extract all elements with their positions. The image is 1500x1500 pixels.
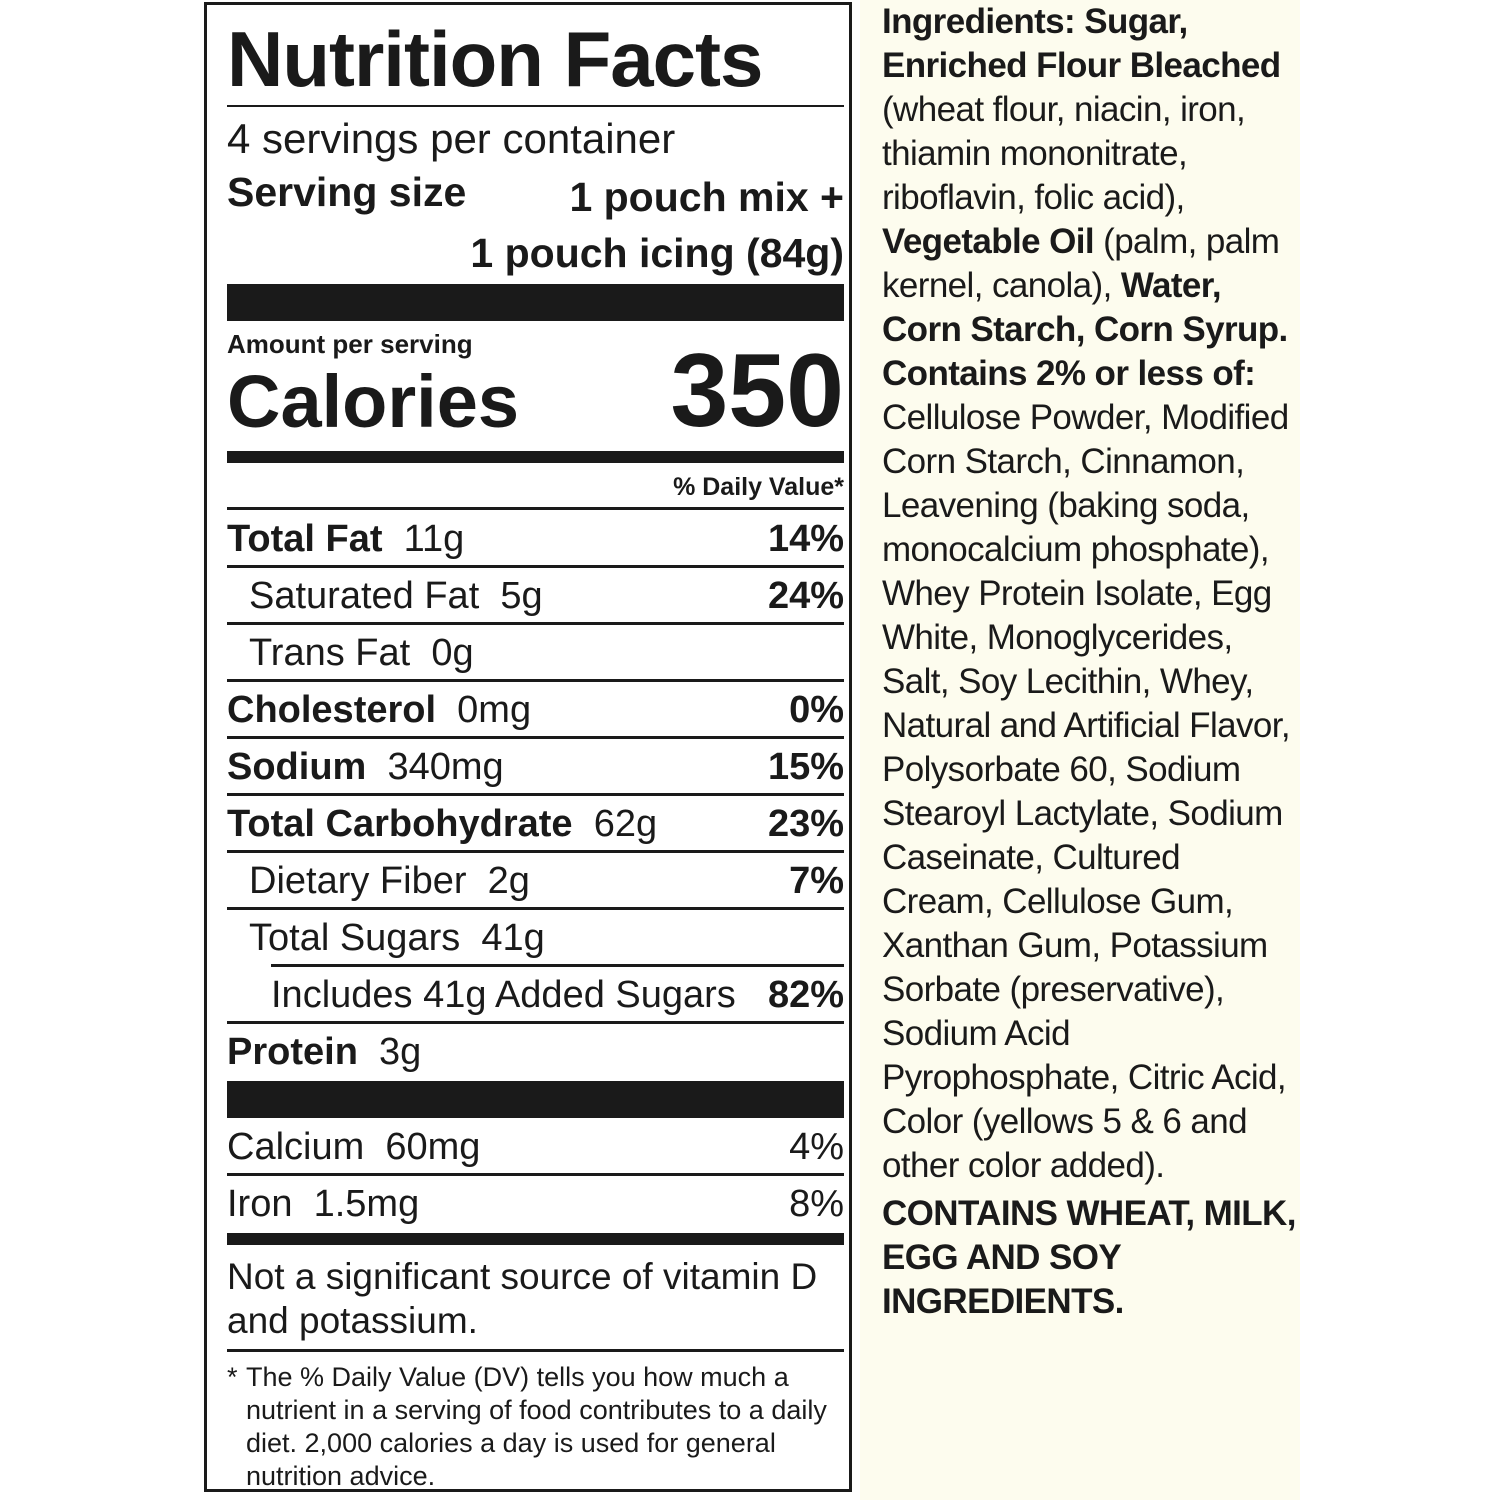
nutrient-amount: 0mg — [457, 689, 532, 731]
mineral-row-iron — [227, 1182, 844, 1226]
amount-per-serving: Amount per serving — [227, 329, 473, 359]
nutrient-name: Total Carbohydrate — [227, 803, 573, 845]
calories-label: Calories — [227, 360, 520, 443]
nutrient-name: Includes 41g Added Sugars — [271, 974, 736, 1016]
nutrient-amount: 340mg — [387, 746, 504, 788]
mineral-row-calcium — [227, 1125, 844, 1169]
nutrient-row-trans-fat — [227, 631, 844, 675]
footnote-text: The % Daily Value (DV) tells you how much a nutrient in a serving of food contributes to a daily diet. 2,000 calories a day is used for general nutrition advice. — [246, 1362, 827, 1491]
divider — [227, 679, 844, 682]
divider — [227, 907, 844, 910]
ingredients-text-3: Cellulose Powder, Modified Corn Starch, Cinnamon, Leavening (baking soda, monocalcium phosphate), Whey Protein Isolate, Egg White, Monoglycerides, Salt, Soy Lecithin, Whey, Natural and Artificial Flavor, Polysorbate 60, Sodium Stearoyl Lactylate, Sodium Caseinate, Cultured Cream, Cellulose Gum, Xanthan Gum, Potassium Sorbate (preservative), Sodium Acid Pyrophosphate, Citric Acid, Color (yellows 5 & 6 and other color added). — [882, 398, 1291, 1185]
thick-rule — [227, 1233, 844, 1245]
ingredients-bold-2: Vegetable Oil — [882, 222, 1095, 261]
nutrient-amount: 41g — [481, 917, 545, 959]
nutrient-name: Dietary Fiber — [249, 860, 467, 902]
ingredients-statement — [882, 0, 1300, 1324]
daily-value-footnote — [227, 1361, 827, 1493]
mineral-name: Calcium — [227, 1126, 365, 1168]
nutrient-dv: 0% — [789, 689, 844, 731]
nutrient-amount: 5g — [500, 575, 543, 617]
thick-bar — [227, 284, 844, 321]
nutrient-name: Trans Fat — [249, 632, 411, 674]
divider — [227, 736, 844, 739]
ingredients-list — [882, 0, 1300, 1188]
serving-size-value — [424, 169, 844, 281]
nutrient-name: Total Fat — [227, 518, 383, 560]
servings-per-container: 4 servings per container — [227, 115, 676, 162]
ingredients-bold-1: Sugar, Enriched Flour Bleached — [882, 2, 1281, 85]
thick-rule — [227, 451, 844, 463]
footnote-asterisk: * — [227, 1362, 238, 1392]
serving-size-line-2: 1 pouch icing (84g) — [470, 230, 844, 276]
divider — [227, 1021, 844, 1024]
divider — [227, 565, 844, 568]
nutrient-dv: 15% — [767, 746, 844, 788]
thick-bar — [227, 1081, 844, 1118]
mineral-name: Iron — [227, 1183, 293, 1225]
nutrient-row-protein — [227, 1030, 844, 1074]
mineral-dv: 8% — [789, 1183, 844, 1225]
nutrient-amount: 11g — [403, 518, 465, 560]
divider — [227, 507, 844, 510]
nutrient-row-total-carbohydrate — [227, 802, 844, 846]
nutrient-name: Saturated Fat — [249, 575, 480, 617]
nutrient-name: Sodium — [227, 746, 367, 788]
calories-value: 350 — [670, 333, 844, 449]
divider — [227, 850, 844, 853]
divider — [227, 1173, 844, 1176]
nutrient-amount: 0g — [431, 632, 474, 674]
divider — [227, 105, 844, 107]
ingredients-text-2: (palm, palm kernel, canola), — [882, 222, 1280, 305]
nutrient-dv: 14% — [767, 518, 844, 560]
daily-value-header: % Daily Value* — [673, 473, 844, 501]
nutrient-dv: 23% — [767, 803, 844, 845]
nutrient-amount: 2g — [487, 860, 530, 902]
nutrient-name: Cholesterol — [227, 689, 437, 731]
ingredients-label: Ingredients: — [882, 2, 1076, 41]
allergen-statement: CONTAINS WHEAT, MILK, EGG AND SOY INGREDIENTS. — [882, 1194, 1296, 1321]
nutrient-dv: 82% — [767, 974, 844, 1016]
nutrient-name: Protein — [227, 1031, 358, 1073]
nutrient-row-added-sugars — [227, 973, 844, 1017]
divider — [227, 622, 844, 625]
ingredients-bold-3: Water, Corn Starch, Corn Syrup. Contains 2% or less of: — [882, 266, 1288, 393]
mineral-amount: 1.5mg — [313, 1183, 420, 1225]
nutrient-row-saturated-fat — [227, 574, 844, 618]
mineral-amount: 60mg — [385, 1126, 481, 1168]
nutrient-row-dietary-fiber — [227, 859, 844, 903]
nutrient-dv: 24% — [767, 575, 844, 617]
not-significant-note: Not a significant source of vitamin D and potassium. — [227, 1256, 818, 1341]
ingredients-text-1: (wheat flour, niacin, iron, thiamin mononitrate, riboflavin, folic acid), — [882, 90, 1246, 217]
nutrient-row-sodium — [227, 745, 844, 789]
nutrient-row-total-sugars — [227, 916, 844, 960]
nutrient-row-cholesterol — [227, 688, 844, 732]
mineral-dv: 4% — [789, 1126, 844, 1168]
nutrition-facts-title: Nutrition Facts — [227, 15, 763, 103]
nutrient-name: Total Sugars — [249, 917, 461, 959]
nutrient-dv: 7% — [789, 860, 844, 902]
nutrient-amount: 3g — [379, 1031, 422, 1073]
divider — [227, 1349, 844, 1352]
nutrition-facts-panel — [204, 2, 852, 1492]
divider — [271, 964, 844, 967]
divider — [227, 793, 844, 796]
serving-size-label: Serving size — [227, 169, 467, 215]
nutrient-amount: 62g — [593, 803, 658, 845]
serving-size-line-1: 1 pouch mix + — [569, 174, 844, 220]
nutrient-row-total-fat — [227, 517, 844, 561]
